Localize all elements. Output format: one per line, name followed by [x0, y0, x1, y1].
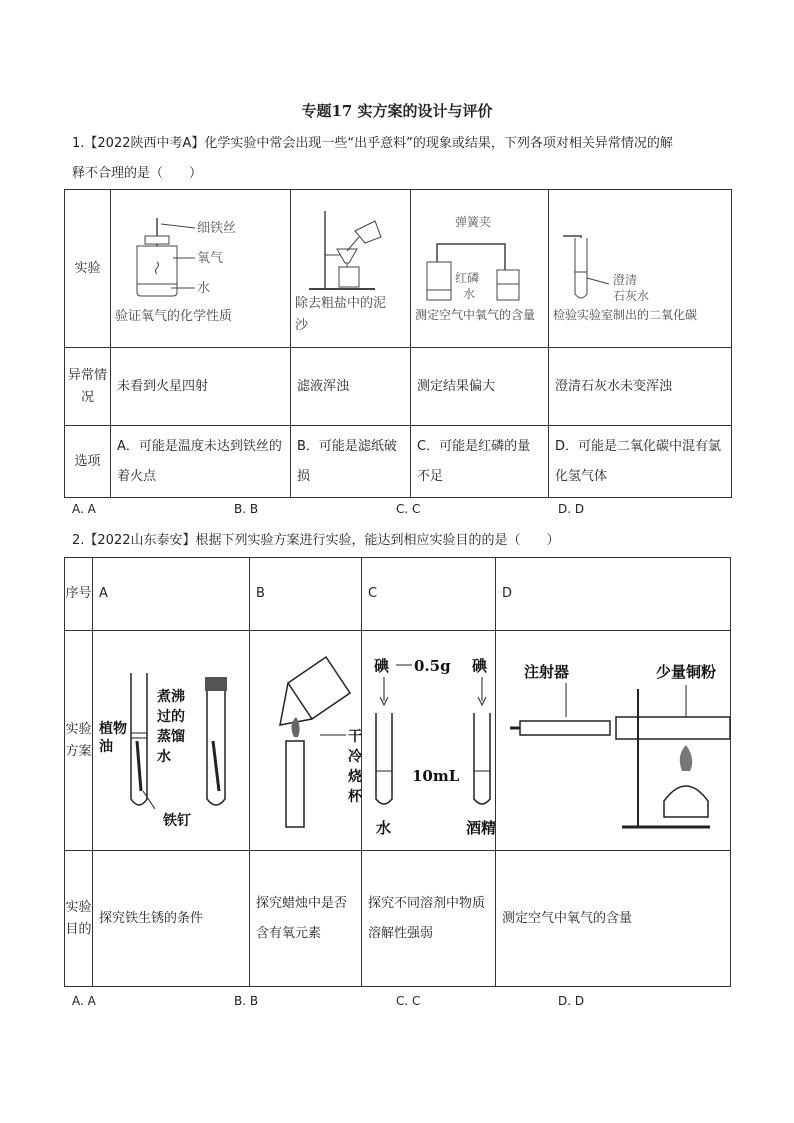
- q1-abnormal-d: 澄清石灰水未变浑浊: [549, 348, 732, 426]
- q1-abnormal-c: 测定结果偏大: [411, 348, 549, 426]
- answer-a[interactable]: A. A: [72, 502, 96, 516]
- row-label-abnormal: 异常情况: [65, 348, 111, 426]
- label-water-c2: 水: [376, 818, 392, 837]
- label-iron-nail: 铁钉: [163, 812, 191, 829]
- copper-powder-diagram: [496, 641, 730, 841]
- label-oxygen: 氧气: [197, 250, 224, 266]
- label-clear: 澄清: [613, 272, 638, 287]
- q1-abnormal-a: 未看到火星四射: [111, 348, 291, 426]
- label-boiled-water-3: 蒸馏: [157, 728, 185, 745]
- q2-purpose-b: 探究蜡烛中是否含有氧元素: [250, 851, 362, 987]
- question-2-table: [64, 557, 731, 987]
- question-1-table: [64, 189, 732, 498]
- header-c: C: [362, 558, 496, 631]
- q1-caption-d: 检验实验室制出的二氧化碳: [553, 307, 698, 322]
- limewater-diagram: [553, 212, 723, 304]
- q1-experiment-d: [549, 190, 732, 348]
- row-label-experiment: 实验: [65, 190, 111, 348]
- label-dry-cold-beaker-1: 干: [348, 728, 361, 745]
- label-limewater: 石灰水: [613, 288, 650, 303]
- page-title: 专题17 实方案的设计与评价: [301, 102, 493, 120]
- label-water-c: 水: [463, 286, 476, 301]
- answer-d[interactable]: D. D: [558, 994, 585, 1008]
- row-label-option: 选项: [65, 426, 111, 498]
- header-a: A: [93, 558, 250, 631]
- header-b: B: [250, 558, 362, 631]
- q2-purpose-d: 测定空气中氧气的含量: [496, 851, 731, 987]
- q2-plan-c: [362, 631, 496, 851]
- label-water: 水: [197, 280, 211, 296]
- answer-c[interactable]: C. C: [396, 994, 421, 1008]
- label-volume: 10mL: [412, 766, 460, 785]
- q2-plan-b: [250, 631, 362, 851]
- label-spring-clip: 弹簧夹: [455, 214, 492, 229]
- answer-a[interactable]: A. A: [72, 994, 96, 1008]
- label-iron-wire: 细铁丝: [197, 220, 237, 236]
- q2-plan-a: [93, 631, 250, 851]
- solubility-diagram: [362, 641, 495, 841]
- label-dry-cold-beaker-3: 烧: [348, 768, 361, 785]
- label-vegetable-oil-1: 植物: [99, 720, 127, 737]
- label-iodine-1: 碘: [374, 656, 390, 675]
- q1-experiment-a: [111, 190, 291, 348]
- label-alcohol: 酒精: [466, 818, 495, 837]
- q2-purpose-c: 探究不同溶剂中物质溶解性强弱: [362, 851, 496, 987]
- q1-abnormal-b: 滤液浑浊: [291, 348, 411, 426]
- label-boiled-water-1: 煮沸: [157, 688, 185, 705]
- header-d: D: [496, 558, 731, 631]
- label-copper-powder: 少量铜粉: [656, 662, 717, 681]
- row-label-seq: 序号: [65, 558, 93, 631]
- answer-c[interactable]: C. C: [396, 502, 421, 516]
- q1-option-d: D．可能是二氧化碳中混有氯化氢气体: [549, 426, 732, 498]
- q1-caption-c: 测定空气中氧气的含量: [415, 307, 536, 322]
- label-syringe: 注射器: [524, 662, 570, 681]
- candle-beaker-diagram: [250, 641, 361, 841]
- row-label-plan: 实验方案: [65, 631, 93, 851]
- label-boiled-water-4: 水: [157, 748, 171, 765]
- label-dry-cold-beaker-4: 杯: [348, 788, 361, 805]
- q1-caption-a: 验证氧气的化学性质: [115, 308, 233, 324]
- q1-caption-b: 除去粗盐中的泥沙: [295, 295, 387, 333]
- label-boiled-water-2: 过的: [157, 708, 185, 725]
- q1-experiment-c: [411, 190, 549, 348]
- answer-b[interactable]: B. B: [234, 502, 259, 516]
- red-phosphorus-diagram: [415, 212, 543, 304]
- question-2-stem: 2.【2022山东泰安】根据下列实验方案进行实验，能达到相应实验目的的是（ ）: [72, 533, 560, 548]
- iron-rust-diagram: [93, 641, 249, 841]
- answer-d[interactable]: D. D: [558, 502, 585, 516]
- label-vegetable-oil-2: 油: [99, 738, 113, 755]
- answer-b[interactable]: B. B: [234, 994, 259, 1008]
- label-dry-cold-beaker-2: 冷: [348, 748, 361, 765]
- q2-purpose-a: 探究铁生锈的条件: [93, 851, 250, 987]
- q2-plan-d: [496, 631, 731, 851]
- q1-experiment-b: [291, 190, 411, 348]
- label-mass: 0.5g: [414, 656, 451, 675]
- q1-option-b: B．可能是滤纸破损: [291, 426, 411, 498]
- iron-wire-oxygen-diagram: [115, 210, 285, 306]
- filtration-diagram: [295, 201, 405, 293]
- question-1-stem: 1.【2022陕西中考A】化学实验中常会出现一些“出乎意料”的现象或结果，下列各项对相关异常情况的解: [72, 136, 673, 151]
- row-label-purpose: 实验目的: [65, 851, 93, 987]
- label-red-phosphorus: 红磷: [455, 270, 480, 285]
- question-1-stem-cont: 释不合理的是（ ）: [72, 166, 203, 181]
- q1-option-a: A．可能是温度未达到铁丝的着火点: [111, 426, 291, 498]
- label-iodine-2: 碘: [472, 656, 488, 675]
- q1-option-c: C．可能是红磷的量不足: [411, 426, 549, 498]
